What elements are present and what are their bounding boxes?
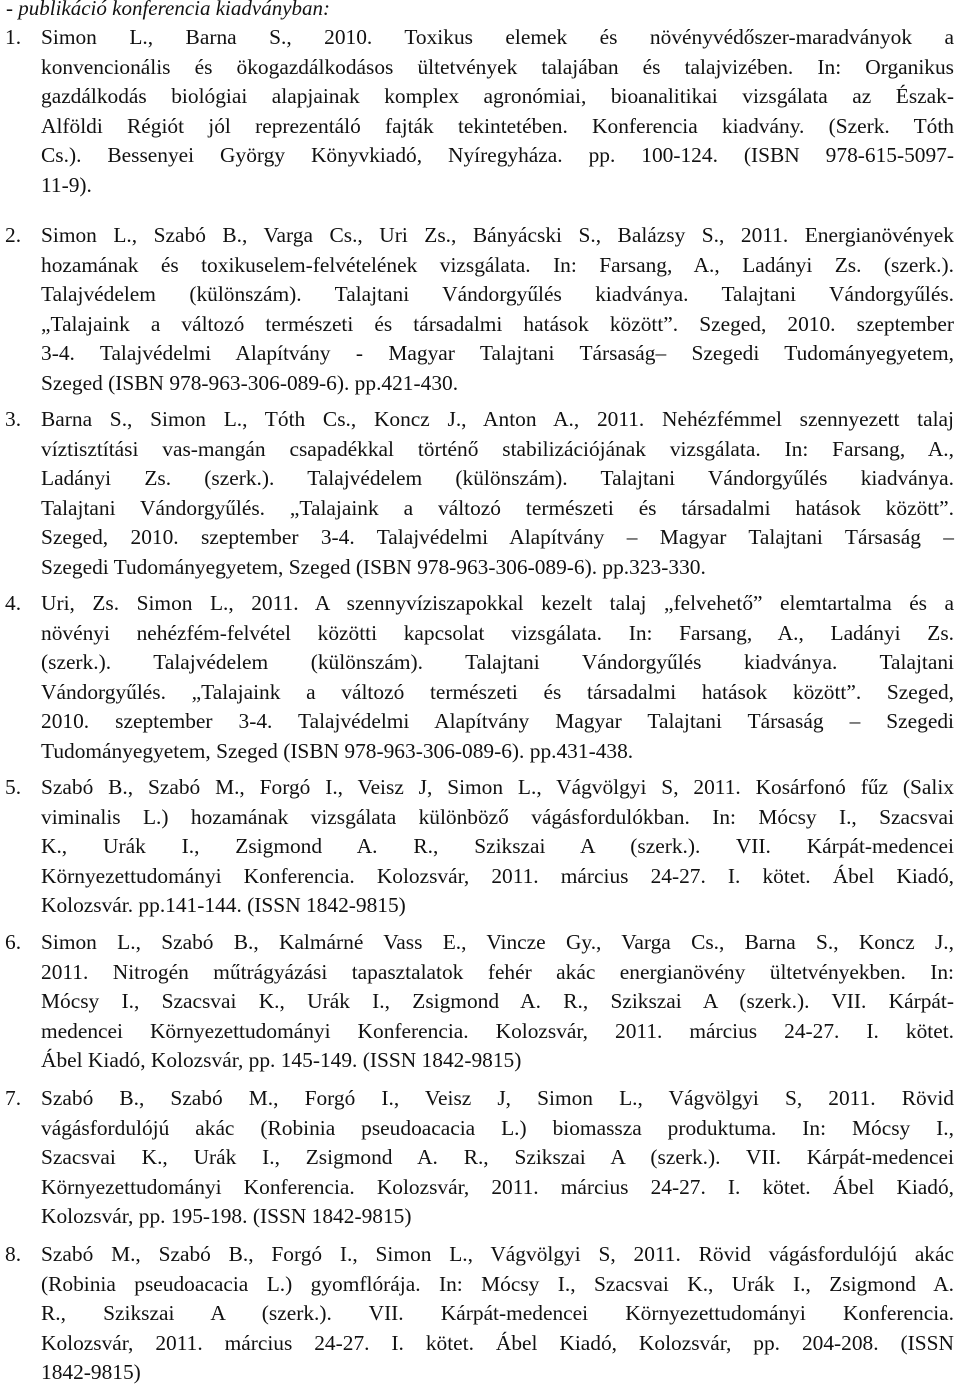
citation-line: Talajvédelem (különszám). Talajtani Vándorgyűlés kiadványa. Talajtani Vándorgyűlés. xyxy=(41,282,954,306)
publication-entry xyxy=(0,1240,960,1388)
citation-line: Simon L., Szabó B., Varga Cs., Uri Zs., Bányácski S., Balázsy S., 2011. Energianövények xyxy=(41,223,954,247)
citation-line: Szabó B., Szabó M., Forgó I., Veisz J, Simon L., Vágvölgyi S, 2011. Rövid xyxy=(41,1086,954,1110)
citation-line: Mócsy I., Szacsvai K., Urák I., Zsigmond A. R., Szikszai A (szerk.). VII. Kárpát- xyxy=(41,989,954,1013)
citation-line: növényi nehézfém-felvétel közötti kapcsolat vizsgálata. In: Farsang, A., Ladányi Zs. xyxy=(41,620,954,645)
entry-citation xyxy=(41,1240,954,1388)
section-heading: - publikáció konferencia kiadványban: xyxy=(6,0,331,20)
citation-line: Simon L., Barna S., 2010. Toxikus elemek és növényvédőszer-maradványok a xyxy=(41,25,954,49)
citation-line: (Robinia pseudoacacia L.) gyomflórája. In: Mócsy I., Szacsvai K., Urák I., Zsigmond A. xyxy=(41,1271,954,1296)
publication-entry xyxy=(0,773,960,921)
citation-line: Szabó B., Szabó M., Forgó I., Veisz J, Simon L., Vágvölgyi S, 2011. Kosárfonó fűz (Salix xyxy=(41,775,954,799)
entry-number: 3. xyxy=(5,407,22,431)
citation-line: hozamának és toxikuselem-felvételének vizsgálata. In: Farsang, A., Ladányi Zs. (szerk.). xyxy=(41,252,954,277)
citation-line: Szacsvai K., Urák I., Zsigmond A. R., Szikszai A (szerk.). VII. Kárpát-medencei xyxy=(41,1145,954,1169)
citation-line: Kolozsvár. pp.141-144. (ISSN 1842-9815) xyxy=(41,893,406,917)
publication-entry xyxy=(0,928,960,1076)
citation-line: Szabó M., Szabó B., Forgó I., Simon L., Vágvölgyi S, 2011. Rövid vágásfordulójú akác xyxy=(41,1242,954,1266)
entry-number: 4. xyxy=(5,591,22,615)
citation-line: medencei Környezettudományi Konferencia. Kolozsvár, 2011. március 24-27. I. kötet. xyxy=(41,1018,954,1043)
citation-line: 1842-9815) xyxy=(41,1360,141,1384)
citation-line: Szeged, 2010. szeptember 3-4. Talajvédelmi Alapítvány – Magyar Talajtani Társaság – xyxy=(41,525,954,549)
citation-line: Környezettudományi Konferencia. Kolozsvár, 2011. március 24-27. I. kötet. Ábel Kiadó, xyxy=(41,863,954,888)
citation-line: Cs.). Bessenyei György Könyvkiadó, Nyíregyháza. pp. 100-124. (ISBN 978-615-5097- xyxy=(41,143,954,167)
citation-line: „Talajaink a változó természeti és társadalmi hatások között”. Szeged, 2010. szeptember xyxy=(41,311,954,336)
entry-number: 1. xyxy=(5,25,22,49)
citation-line: Környezettudományi Konferencia. Kolozsvár, 2011. március 24-27. I. kötet. Ábel Kiadó, xyxy=(41,1174,954,1199)
citation-line: R., Szikszai A (szerk.). VII. Kárpát-medencei Környezettudományi Konferencia. xyxy=(41,1301,954,1325)
citation-line: vágásfordulójú akác (Robinia pseudoacacia L.) biomassza produktuma. In: Mócsy I., xyxy=(41,1115,954,1140)
entry-number: 8. xyxy=(5,1242,22,1266)
citation-line: viminalis L.) hozamának vizsgálata különböző vágásfordulókban. In: Mócsy I., Szacsvai xyxy=(41,804,954,829)
entry-citation xyxy=(41,773,954,921)
citation-line: Tudományegyetem, Szeged (ISBN 978-963-306-089-6). pp.431-438. xyxy=(41,738,634,763)
citation-line: víztisztítási vas-mangán csapadékkal történő stabilizációjának vizsgálata. In: Farsang, A., xyxy=(41,436,954,461)
citation-line: Vándorgyűlés. „Talajaink a változó természeti és társadalmi hatások között”. Szeged, xyxy=(41,679,954,704)
citation-line: 11-9). xyxy=(41,172,92,197)
citation-line: konvencionális és ökogazdálkodásos ültetvények talajában és talajvizében. In: Organikus xyxy=(41,54,954,79)
citation-line: Ábel Kiadó, Kolozsvár, pp. 145-149. (ISSN 1842-9815) xyxy=(41,1048,522,1072)
entry-citation xyxy=(41,928,954,1076)
citation-line: Kolozsvár, pp. 195-198. (ISSN 1842-9815) xyxy=(41,1204,412,1228)
citation-line: 2011. Nitrogén műtrágyázási tapasztalatok fehér akác energianövény ültetvényekben. In: xyxy=(41,959,954,984)
citation-line: Szeged (ISBN 978-963-306-089-6). pp.421-430. xyxy=(41,370,459,395)
entry-number: 2. xyxy=(5,223,22,247)
entry-number: 5. xyxy=(5,775,22,799)
citation-line: 2010. szeptember 3-4. Talajvédelmi Alapítvány Magyar Talajtani Társaság – Szegedi xyxy=(41,709,954,733)
publication-entry xyxy=(0,221,960,398)
entry-citation xyxy=(41,1084,954,1232)
entry-citation xyxy=(41,589,954,766)
entry-number: 7. xyxy=(5,1086,22,1110)
publication-entry xyxy=(0,23,960,200)
citation-line: Szegedi Tudományegyetem, Szeged (ISBN 978-963-306-089-6). pp.323-330. xyxy=(41,554,706,579)
entry-citation xyxy=(41,221,954,398)
citation-line: Kolozsvár, 2011. március 24-27. I. kötet. Ábel Kiadó, Kolozsvár, pp. 204-208. (ISSN xyxy=(41,1330,954,1355)
citation-line: Talajtani Vándorgyűlés. „Talajaink a változó természeti és társadalmi hatások között”. xyxy=(41,495,954,520)
citation-line: Barna S., Simon L., Tóth Cs., Koncz J., Anton A., 2011. Nehézfémmel szennyezett talaj xyxy=(41,407,954,431)
publication-entry xyxy=(0,589,960,766)
citation-line: gazdálkodás biológiai alapjainak komplex agronómiai, bioanalitikai vizsgálata az Észak- xyxy=(41,84,954,108)
entry-citation xyxy=(41,405,954,582)
publication-entry xyxy=(0,1084,960,1232)
entry-citation xyxy=(41,23,954,200)
citation-line: 3-4. Talajvédelmi Alapítvány - Magyar Talajtani Társaság– Szegedi Tudományegyetem, xyxy=(41,341,954,365)
citation-line: (szerk.). Talajvédelem (különszám). Talajtani Vándorgyűlés kiadványa. Talajtani xyxy=(41,650,954,674)
citation-line: Alföldi Régiót jól reprezentáló fajták tekintetében. Konferencia kiadvány. (Szerk. Tóth xyxy=(41,113,954,138)
citation-line: K., Urák I., Zsigmond A. R., Szikszai A (szerk.). VII. Kárpát-medencei xyxy=(41,834,954,858)
citation-line: Uri, Zs. Simon L., 2011. A szennyvíziszapokkal kezelt talaj „felvehető” elemtartalma és a xyxy=(41,591,954,615)
entry-number: 6. xyxy=(5,930,22,954)
citation-line: Ladányi Zs. (szerk.). Talajvédelem (különszám). Talajtani Vándorgyűlés kiadványa. xyxy=(41,466,954,490)
citation-line: Simon L., Szabó B., Kalmárné Vass E., Vincze Gy., Varga Cs., Barna S., Koncz J., xyxy=(41,930,954,954)
publication-entry xyxy=(0,405,960,582)
